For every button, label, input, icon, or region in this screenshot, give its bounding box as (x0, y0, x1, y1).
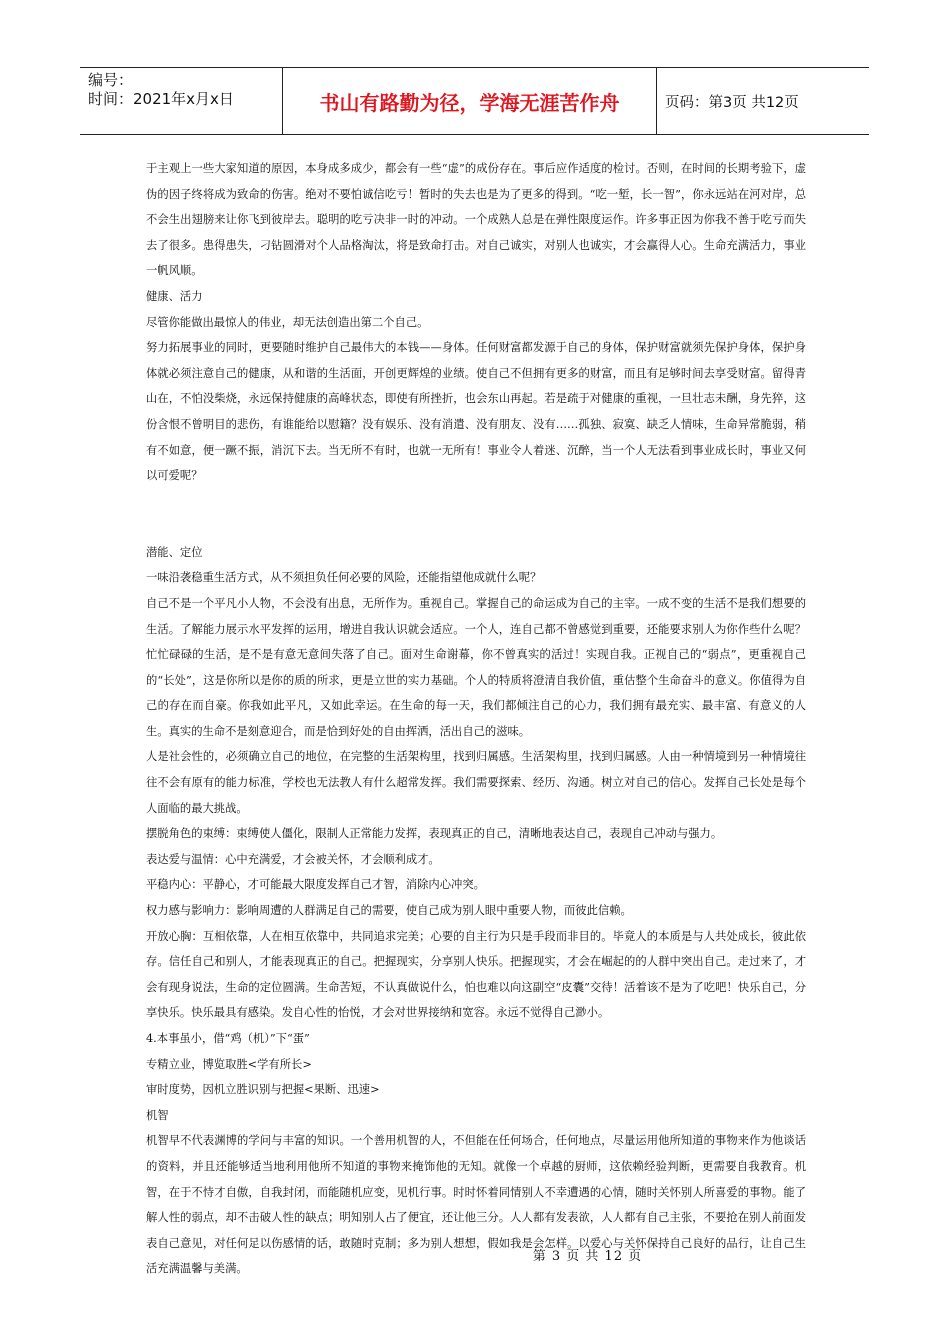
body-paragraph: 一味沿袭稳重生活方式，从不须担负任何必要的风险，还能指望他成就什么呢？ (146, 571, 542, 585)
page-header (80, 67, 869, 135)
body-paragraph: 自己不是一个平凡小人物，不会没有出息，无所作为。重视自己。掌握自己的命运成为自己的主宰。一成不变的生活不是我们想要的生活。了解能力展示水平发挥的运用，增进自我认识就会适应。一个人，连自己都不曾感觉到重要，还能要求别人为你作些什么呢？忙忙碌碌的生活，是不是有意无意间失落了自己。面对生命谢幕，你不曾真实的活过！实现自我。正视自己的“弱点”，更重视自己的“长处”，这是你所以是你的质的所求，更是立世的实力基础。个人的特质将澄清自我价值，重估整个生命奋斗的意义。你值得为自己的存在而自豪。你我如此平凡，又如此幸运。在生命的每一天，我们都倾注自己的心力，我们拥有最充实、最丰富、有意义的人生。真实的生命不是刻意迎合，而是恰到好处的自由挥洒，活出自己的滋味。 (146, 596, 806, 738)
document-time-label: 时间：2021年x月x日 (88, 90, 234, 108)
section-heading: 健康、活力 (146, 289, 203, 303)
body-paragraph: 摆脱角色的束缚：束缚使人僵化，限制人正常能力发挥，表现真正的自己，清晰地表达自己，表现自己冲动与强力。 (146, 827, 723, 841)
section-heading: 潜能、定位 (146, 545, 203, 559)
body-paragraph: 机智早不代表渊博的学问与丰富的知识。一个善用机智的人，不但能在任何场合，任何地点，尽量运用他所知道的事物来作为他谈话的资料，并且还能够适当地利用他所不知道的事物来掩饰他的无知。就像一个卓越的厨师，这依赖经验判断，更需要自我教育。机智，在于不恃才自傲，自我封闭，而能随机应变，见机行事。时时怀着同情别人不幸遭遇的心情，随时关怀别人所喜爱的事物。能了解人性的弱点，却不击破人性的缺点；明知别人占了便宜，还让他三分。人人都有发表欲，人人都有自己主张，不要抢在别人前面发表自己意见，对任何足以伤感情的话，敢随时克制；多为别人想想，假如我是会怎样。以爱心与关怀保持自己良好的品行，让自己生活充满温馨与美满。 (146, 1134, 806, 1276)
body-paragraph: 尽管你能做出最惊人的伟业，却无法创造出第二个自己。 (146, 315, 429, 329)
header-page-number: 页码：第3页 共12页 (665, 94, 799, 111)
section-heading: 4.本事虽小，借“鸡（机）”下“蛋” (146, 1032, 310, 1045)
body-paragraph: 平稳内心：平静心，才可能最大限度发挥自己才智，消除内心冲突。 (146, 878, 485, 892)
header-motto: 书山有路勤为径，学海无涯苦作舟 (283, 68, 657, 134)
header-meta (80, 68, 283, 134)
document-body (146, 156, 806, 1282)
body-paragraph: 人是社会性的，必须确立自己的地位，在完整的生活架构里，找到归属感。生活架构里，找到归属感。人由一种情境到另一种情境往往不会有原有的能力标准，学校也无法教人有什么超常发挥。我们需要探索、经历、沟通。树立对自己的信心。发挥自己长处是每个人面临的最大挑战。 (146, 750, 806, 815)
body-paragraph: 表达爱与温情：心中充满爱，才会被关怀，才会顺利成才。 (146, 852, 440, 866)
body-paragraph: 开放心胸：互相依靠，人在相互依靠中，共同追求完美；心要的自主行为只是手段而非目的。毕竟人的本质是与人共处成长，彼此依存。信任自己和别人，才能表现真正的自己。把握现实，分享别人快乐。把握现实，才会在崛起的的人群中突出自己。走过来了，才会有现身说法，生命的定位圆满。生命苦短，不认真做说什么，怕也难以向这副空“皮囊”交待！活着该不是为了吃吧！快乐自己，分享快乐。快乐最具有感染。发自心性的怡悦，才会对世界接纳和宽容。永远不觉得自己渺小。 (146, 929, 806, 1020)
body-paragraph: 专精立业，博览取胜<学有所长> (146, 1057, 312, 1071)
document-number-label: 编号： (88, 71, 134, 89)
body-paragraph: 权力感与影响力：影响周遭的人群满足自己的需要，使自己成为别人眼中重要人物，而彼此信赖。 (146, 904, 632, 918)
body-paragraph: 努力拓展事业的同时，更要随时维护自己最伟大的本钱——身体。任何财富都发源于自己的身体，保护财富就须先保护身体，保护身体就必须注意自己的健康，从和谐的生活面，开创更辉煌的业绩。使自己不但拥有更多的财富，而且有足够时间去享受财富。留得青山在，不怕没柴烧，永远保持健康的高峰状态，即使有所挫折，也会东山再起。若是疏于对健康的重视，一旦壮志未酬，身先猝，这份含恨不曾明目的悲伤，有谁能给以慰籍？没有娱乐、没有消遣、没有朋友、没有……孤独、寂寞、缺乏人情味，生命异常脆弱，稍有不如意，便一蹶不振，消沉下去。当无所不有时，也就一无所有！事业令人着迷、沉醉，当一个人无法看到事业成长时，事业又何以可爱呢？ (146, 341, 806, 483)
page-footer: 第 3 页 共 12 页 (532, 1249, 643, 1264)
section-heading: 机智 (146, 1108, 169, 1122)
body-paragraph: 于主观上一些大家知道的原因，本身成多成少，都会有一些“虚”的成份存在。事后应作适度的检讨。否则，在时间的长期考验下，虚伪的因子终将成为致命的伤害。绝对不要怕诚信吃亏！暂时的失去也是为了更多的得到。“吃一堑，长一智”，你永远站在河对岸，总不会生出翅膀来让你飞到彼岸去。聪明的吃亏决非一时的冲动。一个成熟人总是在弹性限度运作。许多事正因为你我不善于吃亏而失去了很多。患得患失，刁钻圆滑对个人品格淘汰，将是致命打击。对自己诚实，对别人也诚实，才会赢得人心。生命充满活力，事业一帆风顺。 (146, 162, 806, 278)
body-paragraph: 审时度势，因机立胜识别与把握<果断、迅速> (146, 1083, 380, 1097)
paragraph-gap (146, 489, 806, 540)
